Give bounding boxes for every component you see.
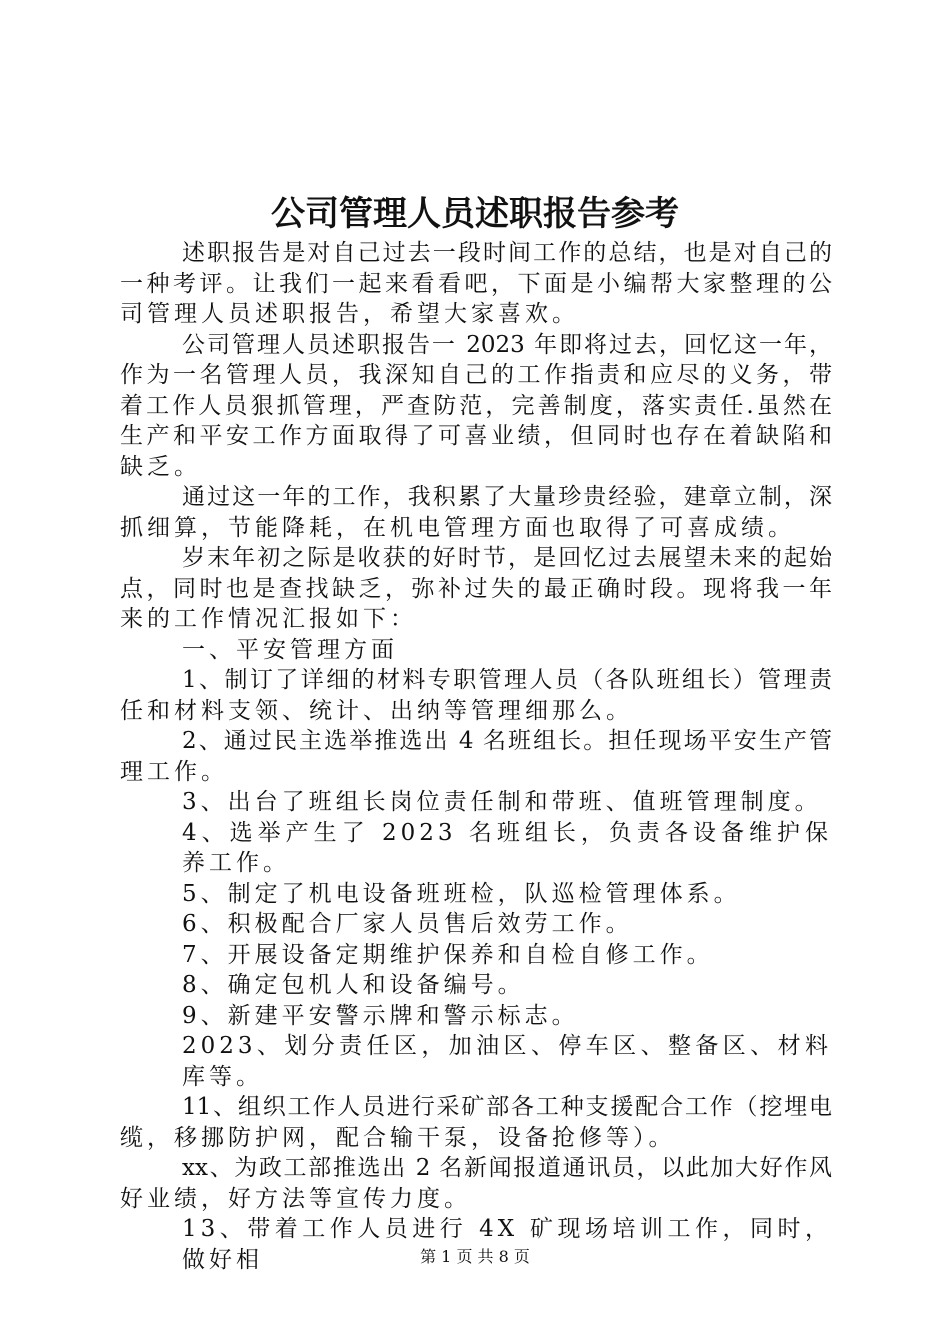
text-line: 2、通过民主选举推选出 4 名班组长。担任现场平安生产管 bbox=[182, 728, 832, 754]
text-line: 9、新建平安警示牌和警示标志。 bbox=[182, 1002, 579, 1029]
text-line: 一、平安管理方面 bbox=[182, 636, 398, 663]
paragraph bbox=[120, 909, 832, 940]
text-line: 4、选举产生了 2023 名班组长，负责各设备维护保养工作。 bbox=[182, 819, 832, 876]
paragraph bbox=[120, 1153, 832, 1214]
text-line: 生产和平安工作方面取得了可喜业绩，但同时也存在着缺陷和 bbox=[120, 423, 832, 449]
text-line: 5、制定了机电设备班班检，队巡检管理体系。 bbox=[182, 880, 741, 907]
text-line: 缺乏。 bbox=[120, 453, 201, 480]
text-line: 抓细算，节能降耗，在机电管理方面也取得了可喜成绩。 bbox=[120, 514, 795, 541]
text-line: 岁末年初之际是收获的好时节，是回忆过去展望未来的起始 bbox=[182, 545, 832, 571]
text-line: 3、出台了班组长岗位责任制和带班、值班管理制度。 bbox=[182, 789, 822, 815]
paragraph bbox=[120, 1001, 832, 1032]
text-line: 作为一名管理人员，我深知自己的工作指责和应尽的义务，带 bbox=[120, 362, 832, 388]
paragraph bbox=[120, 970, 832, 1001]
text-line: 述职报告是对自己过去一段时间工作的总结，也是对自己的 bbox=[182, 240, 832, 266]
text-line: 公司管理人员述职报告一 2023 年即将过去，回忆这一年， bbox=[182, 331, 832, 358]
text-line: 任和材料支领、统计、出纳等管理细那么。 bbox=[120, 697, 633, 724]
text-line: 7、开展设备定期维护保养和自检自修工作。 bbox=[182, 941, 714, 968]
text-line: 1、制订了详细的材料专职管理人员（各队班组长）管理责 bbox=[182, 667, 832, 693]
text-line: 2023、划分责任区，加油区、停车区、整备区、材料库等。 bbox=[182, 1033, 832, 1090]
text-line: 理工作。 bbox=[120, 758, 228, 785]
page-footer: 第 1 页 共 8 页 bbox=[420, 1247, 530, 1266]
text-line: 13、带着工作人员进行 4X 矿现场培训工作，同时，做好相 bbox=[182, 1216, 832, 1273]
text-line: 点，同时也是查找缺乏，弥补过失的最正确时段。现将我一年 bbox=[120, 575, 832, 602]
text-line: 11、组织工作人员进行采矿部各工种支援配合工作（挖埋电 bbox=[182, 1094, 832, 1120]
paragraph bbox=[120, 1031, 832, 1092]
paragraph bbox=[120, 726, 832, 787]
paragraph bbox=[120, 238, 832, 330]
paragraph bbox=[120, 635, 832, 666]
paragraph bbox=[120, 879, 832, 910]
paragraph bbox=[120, 543, 832, 635]
text-line: 一种考评。让我们一起来看看吧，下面是小编帮大家整理的公 bbox=[120, 270, 832, 297]
text-line: 8、确定包机人和设备编号。 bbox=[182, 972, 525, 998]
text-line: 司管理人员述职报告，希望大家喜欢。 bbox=[120, 301, 579, 327]
document-title: 公司管理人员述职报告参考 bbox=[271, 194, 679, 234]
text-line: 着工作人员狠抓管理，严查防范，完善制度，落实责任.虽然在 bbox=[120, 392, 832, 419]
text-line: 6、积极配合厂家人员售后效劳工作。 bbox=[182, 911, 633, 937]
text-line: 缆，移挪防护网，配合输干泵，设备抢修等）。 bbox=[120, 1124, 676, 1151]
text-line: 通过这一年的工作，我积累了大量珍贵经验，建章立制，深 bbox=[182, 484, 832, 510]
paragraph bbox=[120, 1092, 832, 1153]
paragraph bbox=[120, 787, 832, 818]
paragraph bbox=[120, 330, 832, 483]
text-line: xx、为政工部推选出 2 名新闻报道通讯员，以此加大好作风 bbox=[182, 1155, 832, 1181]
text-line: 好业绩，好方法等宣传力度。 bbox=[120, 1185, 471, 1212]
paragraph bbox=[120, 940, 832, 971]
paragraph bbox=[120, 482, 832, 543]
paragraph bbox=[120, 818, 832, 879]
document-body bbox=[120, 238, 832, 1275]
text-line: 来的工作情况汇报如下： bbox=[120, 606, 417, 632]
paragraph bbox=[120, 665, 832, 726]
